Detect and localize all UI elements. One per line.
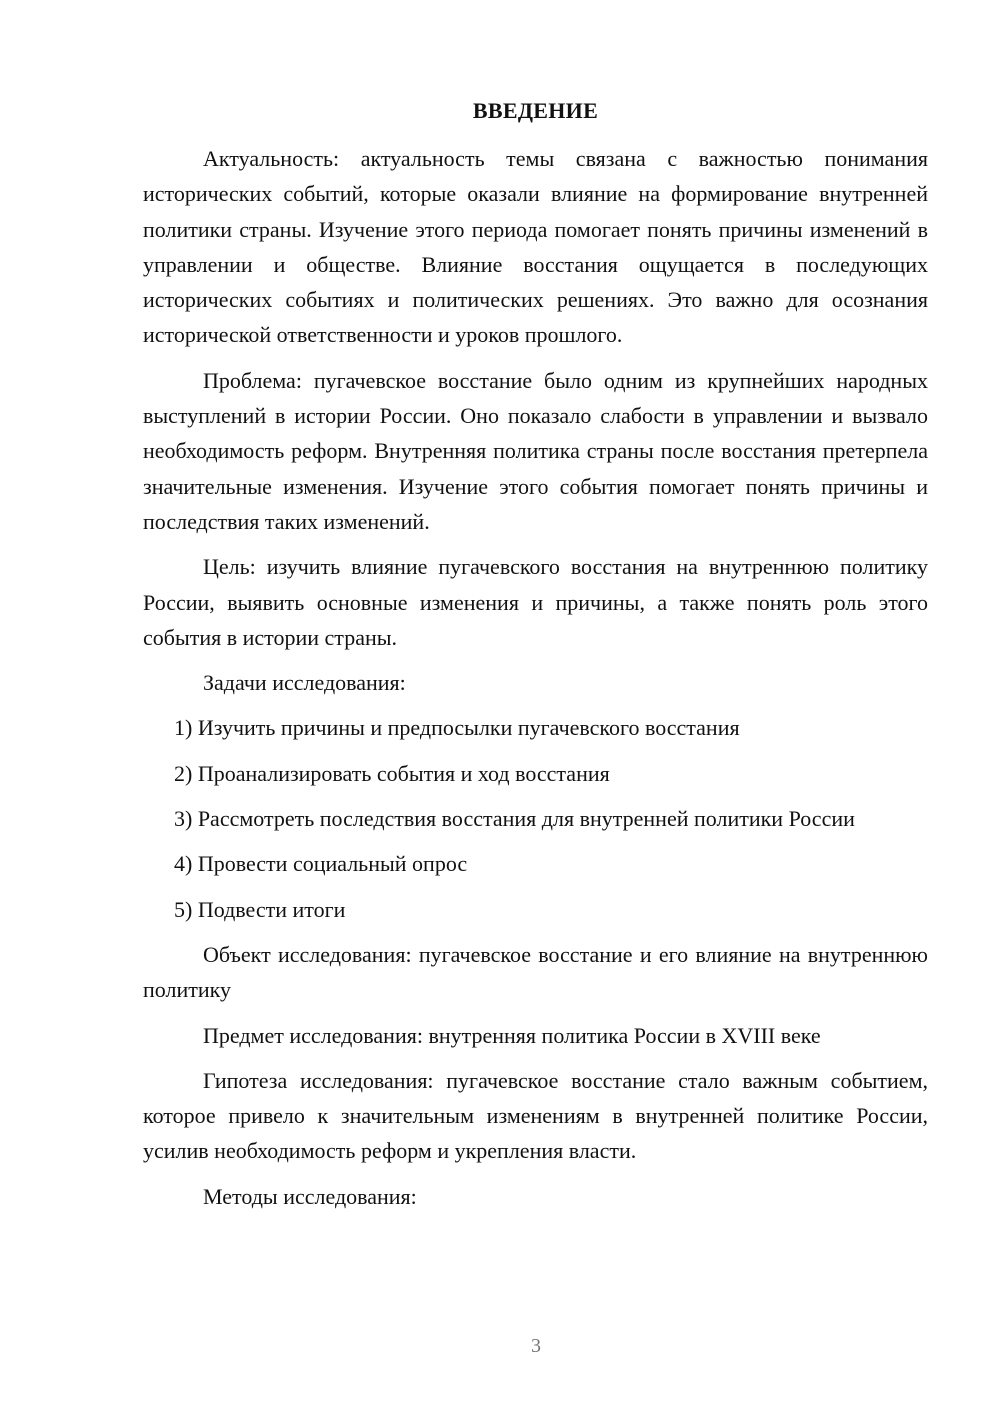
task-item-2: 2) Проанализировать события и ход восстания	[174, 760, 610, 786]
task-item-1: 1) Изучить причины и предпосылки пугачевского восстания	[174, 715, 740, 741]
page-content	[143, 96, 928, 1224]
task-item-4: 4) Провести социальный опрос	[174, 851, 468, 877]
section-title: ВВЕДЕНИЕ	[472, 98, 599, 123]
tasks-heading: Задачи исследования:	[203, 670, 406, 696]
paragraph-object: Объект исследования: пугачевское восстание и его влияние на внутреннюю политику	[143, 941, 928, 1003]
methods-heading: Методы исследования:	[203, 1183, 417, 1209]
paragraph-problem: Проблема: пугачевское восстание было одним из крупнейших народных выступлений в истории России. Оно показало слабости в управлении и вызвало необходимость реформ. Внутренняя политика страны после восстания претерпела значительные изменения. Изучение этого события помогает понять причины и последствия таких изменений.	[143, 367, 928, 534]
page-number: 3	[531, 1335, 541, 1357]
paragraph-subject: Предмет исследования: внутренняя политика России в XVIII веке	[203, 1022, 821, 1048]
paragraph-goal: Цель: изучить влияние пугачевского восстания на внутреннюю политику России, выявить основные изменения и причины, а также понять роль этого события в истории страны.	[143, 554, 928, 650]
task-item-3: 3) Рассмотреть последствия восстания для внутренней политики России	[174, 806, 855, 832]
paragraph-relevance: Актуальность: актуальность темы связана с важностью понимания исторических событий, которые оказали влияние на формирование внутренней политики страны. Изучение этого периода помогает понять причины изменений в управлении и обществе. Влияние восстания ощущается в последующих исторических событиях и политических решениях. Это важно для осознания исторической ответственности и уроков прошлого.	[143, 146, 928, 348]
paragraph-hypothesis: Гипотеза исследования: пугачевское восстание стало важным событием, которое привело к значительным изменениям в внутренней политике России, усилив необходимость реформ и укрепления власти.	[143, 1067, 928, 1164]
task-item-5: 5) Подвести итоги	[174, 896, 346, 922]
